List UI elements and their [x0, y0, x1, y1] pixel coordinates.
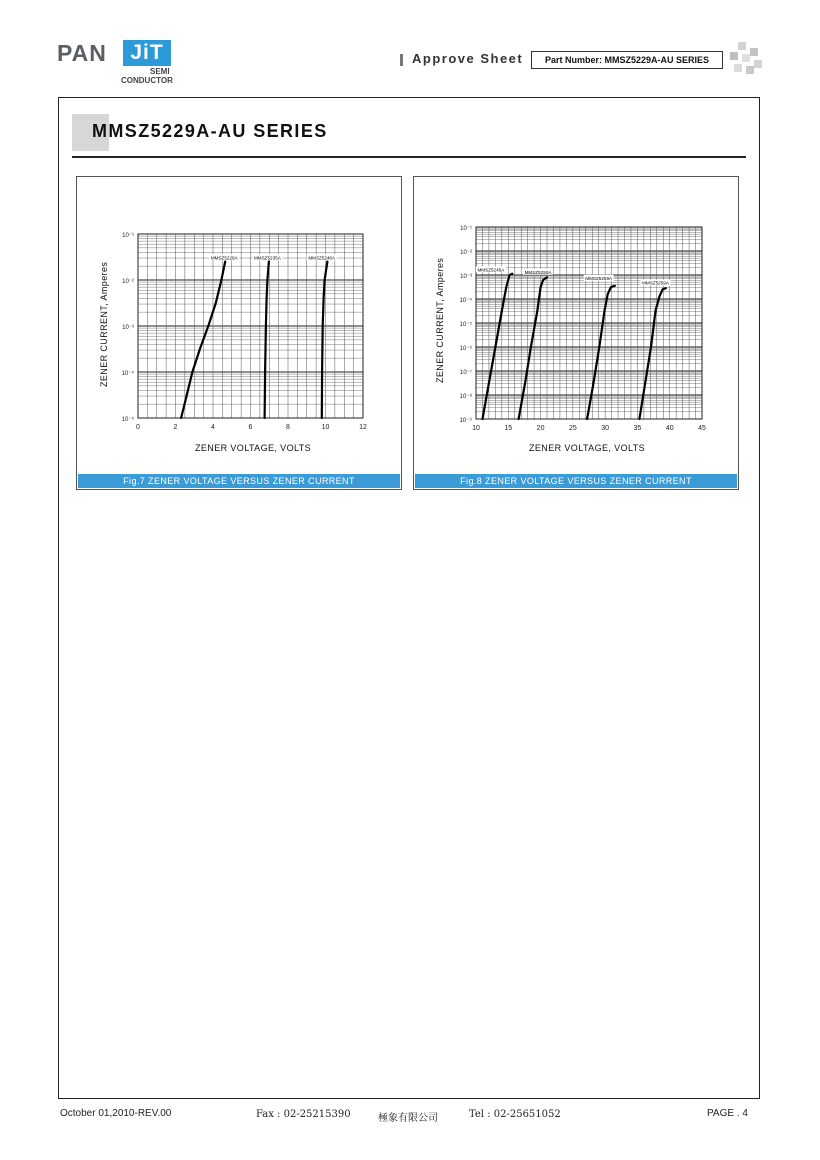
y-tick-label: 10⁻⁶ — [459, 346, 472, 352]
approve-sheet-marker — [400, 54, 403, 66]
company-logo — [57, 38, 182, 88]
series-label-mmsz5235a: MMSZ5235A — [253, 255, 281, 261]
fig7-ylabel: ZENER CURRENT, Amperes — [99, 261, 109, 387]
page-title: MMSZ5229A-AU SERIES — [92, 121, 328, 141]
x-tick-label: 8 — [286, 424, 290, 431]
series-label-mmsz5240a: MMSZ5240A — [308, 255, 336, 261]
series-label-mmsz5259a: MMSZ5259A — [642, 280, 669, 286]
y-tick-label: 10⁻⁷ — [459, 370, 472, 376]
logo-pan-text: PAN — [57, 40, 107, 66]
y-tick-label: 10⁻⁴ — [459, 298, 472, 304]
x-tick-label: 10 — [472, 425, 480, 432]
y-tick-label: 10⁻⁸ — [459, 394, 472, 400]
y-tick-label: 10⁻² — [122, 279, 134, 285]
x-tick-label: 35 — [633, 425, 642, 432]
checker-decoration — [726, 42, 762, 78]
y-tick-label: 10⁻³ — [122, 325, 134, 331]
footer-page-number: PAGE . 4 — [707, 1108, 748, 1119]
y-tick-label: 10⁻² — [460, 250, 472, 256]
series-line-mmsz5259a — [639, 288, 665, 419]
x-tick-label: 0 — [136, 424, 140, 431]
x-tick-label: 12 — [359, 424, 367, 431]
y-tick-label: 10⁻⁵ — [459, 322, 472, 328]
fig8-caption: Fig.8 ZENER VOLTAGE VERSUS ZENER CURRENT — [415, 474, 737, 488]
y-tick-label: 10⁻⁵ — [121, 417, 134, 423]
footer-company: 極象有限公司 — [378, 1113, 438, 1124]
y-tick-label: 10⁻¹ — [122, 233, 134, 239]
x-tick-label: 25 — [568, 425, 577, 432]
x-tick-label: 30 — [601, 425, 610, 432]
logo-conductor-text: CONDUCTOR — [121, 76, 173, 85]
y-tick-label: 10⁻³ — [460, 274, 472, 280]
approve-sheet-label: Approve Sheet — [412, 51, 524, 66]
y-tick-label: 10⁻¹ — [460, 226, 472, 232]
x-tick-label: 20 — [536, 425, 545, 432]
x-tick-label: 6 — [248, 424, 253, 431]
fig8-xlabel: ZENER VOLTAGE, VOLTS — [529, 443, 646, 453]
series-label-mmsz5229a: MMSZ5229A — [210, 255, 238, 261]
y-tick-label: 10⁻⁹ — [459, 418, 472, 424]
x-tick-label: 15 — [504, 425, 513, 432]
logo-semi-text: SEMI — [150, 67, 170, 76]
fig7-caption: Fig.7 ZENER VOLTAGE VERSUS ZENER CURRENT — [78, 474, 400, 488]
footer-fax: Fax : 02-25215390 — [256, 1109, 351, 1120]
series-label-mmsz5245a: MMSZ5245A — [477, 267, 505, 273]
x-tick-label: 45 — [698, 425, 706, 432]
title-divider — [72, 156, 746, 158]
figure-8 — [413, 176, 739, 490]
x-tick-label: 2 — [173, 424, 178, 431]
footer-tel: Tel : 02-25651052 — [469, 1109, 561, 1120]
part-number-box: Part Number: MMSZ5229A-AU SERIES — [531, 51, 723, 69]
series-label-mmsz5256a: MMSZ5256A — [585, 275, 613, 281]
fig8-ylabel: ZENER CURRENT, Amperes — [435, 257, 445, 383]
x-tick-label: 40 — [665, 425, 674, 432]
logo-jit-text: JiT — [123, 40, 171, 66]
series-label-mmsz5250a: MMSZ5250A — [524, 269, 552, 275]
fig7-xlabel: ZENER VOLTAGE, VOLTS — [195, 443, 312, 453]
figure-7 — [76, 176, 402, 490]
x-tick-label: 4 — [211, 424, 215, 431]
x-tick-label: 10 — [321, 424, 330, 431]
footer-date: October 01,2010-REV.00 — [60, 1108, 172, 1119]
y-tick-label: 10⁻⁴ — [121, 371, 134, 377]
